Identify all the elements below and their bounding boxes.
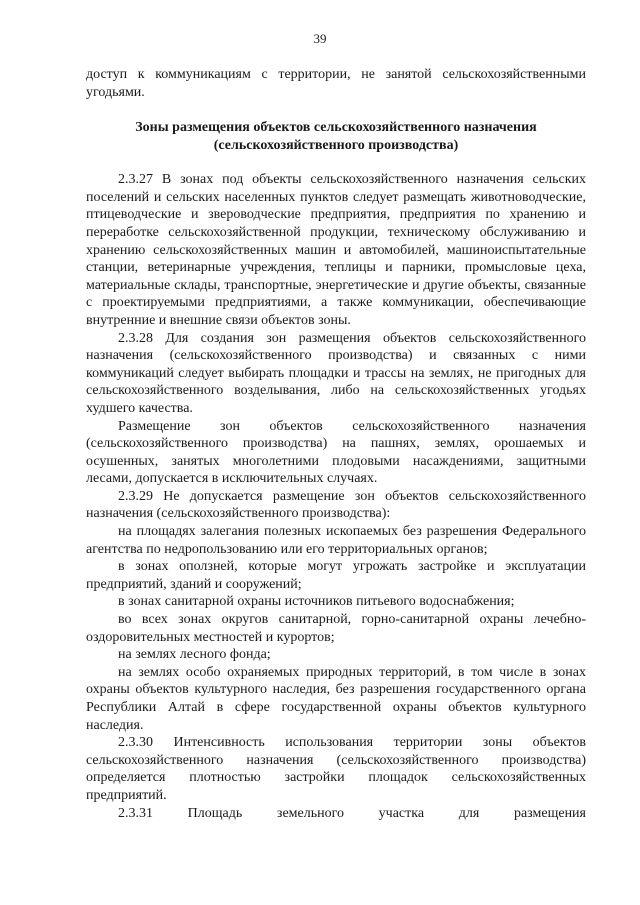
page-number: 39 xyxy=(313,31,327,46)
section-heading-line-2: (сельскохозяйственного производства) xyxy=(213,138,459,154)
list-item: на землях особо охраняемых природных территорий, в том числе в зонах охраны объектов культурного наследия, без разрешения государственного органа Республики Алтай в сфере государственной охраны объектов культурного наследия. xyxy=(86,664,586,733)
list-item: в зонах оползней, которые могут угрожать застройке и эксплуатации предприятий, зданий и сооружений; xyxy=(86,559,586,592)
paragraph-placement: Размещение зон объектов сельскохозяйственного назначения (сельскохозяйственного производства) на пашнях, землях, орошаемых и осушенных, занятых многолетними плодовыми насаждениями, защитными лесами, допускается в исключительных случаях. xyxy=(86,418,586,487)
list-item: на площадях залегания полезных ископаемых без разрешения Федерального агентства по недропользованию или его территориальных органов; xyxy=(86,524,586,557)
document-body xyxy=(86,66,586,822)
list-item: во всех зонах округов санитарной, горно-санитарной охраны лечебно-оздоровительных местностей и курортов; xyxy=(86,612,586,645)
paragraph-2-3-31: 2.3.31 Площадь земельного участка для размещения xyxy=(118,805,586,821)
paragraph-2-3-30: 2.3.30 Интенсивность использования территории зоны объектов сельскохозяйственного назначения (сельскохозяйственного производства) определяется плотностью застройки площадок сельскохозяйственных предприятий. xyxy=(86,735,586,803)
paragraph-2-3-27: 2.3.27 В зонах под объекты сельскохозяйственного назначения сельских поселений и сельских населенных пунктов следует размещать животноводческие, птицеводческие и звероводческие предприятия, предприятия по хранению и переработке сельскохозяйственной продукции, техническому обслуживанию и хранению сельскохозяйственных машин и автомобилей, машиноиспытательные станции, ветеринарные учреждения, теплицы и парники, промысловые цеха, материальные склады, транспортные, энергетические и другие объекты, связанные с проектируемыми предприятиями, а также коммуникации, обеспечивающие внутренние и внешние связи объектов зоны. xyxy=(86,172,586,328)
paragraph-2-3-28: 2.3.28 Для создания зон размещения объектов сельскохозяйственного назначения (сельскохозяйственного производства) и связанных с ними коммуникаций следует выбирать площадки и трассы на землях, не пригодных для сельскохозяйственного возделывания, либо на сельскохозяйственных угодьях худшего качества. xyxy=(86,330,586,416)
section-heading-line-1: Зоны размещения объектов сельскохозяйственного назначения xyxy=(135,120,537,136)
list-item: в зонах санитарной охраны источников питьевого водоснабжения; xyxy=(118,594,515,610)
paragraph-2-3-29: 2.3.29 Не допускается размещение зон объектов сельскохозяйственного назначения (сельскохозяйственного производства): xyxy=(86,488,586,522)
intro-paragraph: доступ к коммуникациям с территории, не занятой сельскохозяйственными угодьями. xyxy=(86,67,586,100)
list-item: на землях лесного фонда; xyxy=(118,647,271,663)
section-heading xyxy=(86,119,586,155)
